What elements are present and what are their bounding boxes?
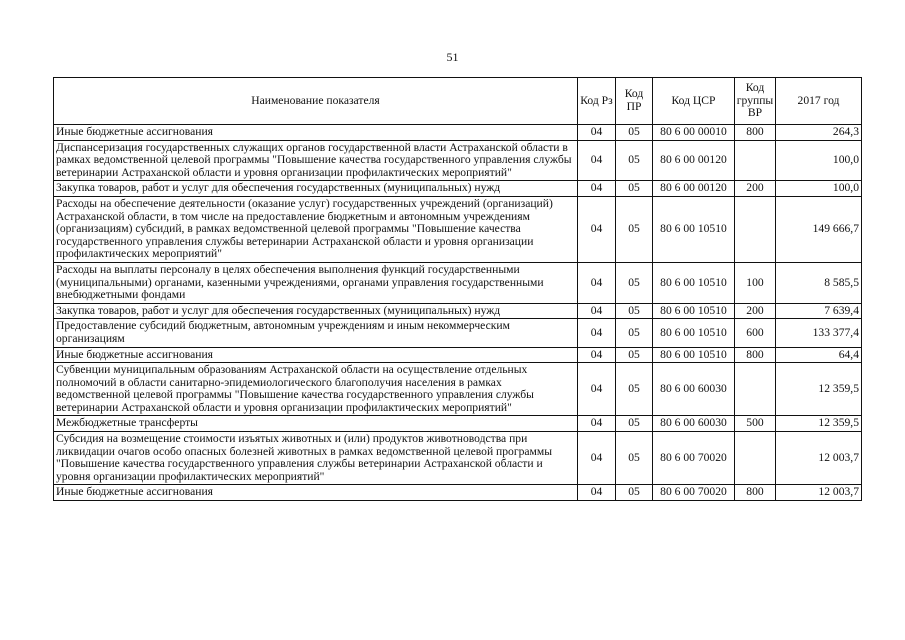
cell-pr: 05 (616, 416, 653, 432)
cell-vr (735, 363, 776, 416)
header-pr: Код ПР (616, 78, 653, 125)
cell-name: Субсидия на возмещение стоимости изъятых животных и (или) продуктов животноводства при ликвидации очагов особо опасных болезней животных в рамках ведомственной целевой программы "Повышение качества государственного управления службы ветеринарии Астраханской области и уровня организации профилактических мероприятий" (54, 432, 578, 485)
table-row (54, 485, 862, 501)
cell-csr: 80 6 00 60030 (653, 416, 735, 432)
cell-csr: 80 6 00 10510 (653, 319, 735, 347)
table-row (54, 125, 862, 141)
cell-sum: 12 359,5 (776, 363, 862, 416)
cell-rz: 04 (578, 416, 616, 432)
header-rz: Код Рз (578, 78, 616, 125)
cell-rz: 04 (578, 125, 616, 141)
cell-name: Иные бюджетные ассигнования (54, 485, 578, 501)
table-row (54, 262, 862, 303)
cell-pr: 05 (616, 303, 653, 319)
cell-name: Расходы на обеспечение деятельности (оказание услуг) государственных учреждений (организаций) Астраханской области, в том числе на предоставление бюджетным и автономным учреждениям (организациям) субсидий, в рамках ведомственной целевой программы "Повышение качества государственного управления службы ветеринарии Астраханской области и уровня организации профилактических мероприятий" (54, 196, 578, 262)
cell-sum: 133 377,4 (776, 319, 862, 347)
cell-pr: 05 (616, 347, 653, 363)
table-row (54, 303, 862, 319)
header-sum: 2017 год (776, 78, 862, 125)
cell-csr: 80 6 00 10510 (653, 196, 735, 262)
cell-pr: 05 (616, 319, 653, 347)
cell-name: Иные бюджетные ассигнования (54, 347, 578, 363)
cell-vr: 800 (735, 347, 776, 363)
budget-table (53, 77, 862, 501)
cell-rz: 04 (578, 196, 616, 262)
cell-csr: 80 6 00 10510 (653, 347, 735, 363)
cell-vr: 200 (735, 181, 776, 197)
cell-rz: 04 (578, 485, 616, 501)
cell-csr: 80 6 00 60030 (653, 363, 735, 416)
cell-name: Диспансеризация государственных служащих органов государственной власти Астраханской области в рамках ведомственной целевой программы "Повышение качества государственного управления службы ветеринарии Астраханской области и уровня организации профилактических мероприятий" (54, 140, 578, 181)
cell-csr: 80 6 00 10510 (653, 303, 735, 319)
cell-sum: 7 639,4 (776, 303, 862, 319)
header-name: Наименование показателя (54, 78, 578, 125)
cell-rz: 04 (578, 347, 616, 363)
table-row (54, 432, 862, 485)
cell-sum: 8 585,5 (776, 262, 862, 303)
cell-pr: 05 (616, 363, 653, 416)
table-row (54, 319, 862, 347)
header-vr: Код группы ВР (735, 78, 776, 125)
cell-vr (735, 432, 776, 485)
cell-csr: 80 6 00 70020 (653, 485, 735, 501)
cell-sum: 12 359,5 (776, 416, 862, 432)
cell-csr: 80 6 00 00120 (653, 140, 735, 181)
cell-csr: 80 6 00 10510 (653, 262, 735, 303)
cell-pr: 05 (616, 196, 653, 262)
table-row (54, 181, 862, 197)
cell-vr (735, 196, 776, 262)
cell-pr: 05 (616, 485, 653, 501)
cell-rz: 04 (578, 181, 616, 197)
cell-name: Субвенции муниципальным образованиям Астраханской области на осуществление отдельных полномочий в области санитарно-эпидемиологического благополучия населения в рамках ведомственной целевой программы "Повышение качества государственного управления службы ветеринарии Астраханской области и уровня организации профилактических мероприятий" (54, 363, 578, 416)
cell-rz: 04 (578, 432, 616, 485)
cell-sum: 64,4 (776, 347, 862, 363)
cell-name: Предоставление субсидий бюджетным, автономным учреждениям и иным некоммерческим организациям (54, 319, 578, 347)
cell-sum: 149 666,7 (776, 196, 862, 262)
cell-csr: 80 6 00 00010 (653, 125, 735, 141)
cell-name: Межбюджетные трансферты (54, 416, 578, 432)
cell-vr: 100 (735, 262, 776, 303)
table-row (54, 140, 862, 181)
cell-name: Иные бюджетные ассигнования (54, 125, 578, 141)
cell-rz: 04 (578, 319, 616, 347)
table-header (54, 78, 862, 125)
cell-rz: 04 (578, 140, 616, 181)
header-csr: Код ЦСР (653, 78, 735, 125)
cell-sum: 12 003,7 (776, 432, 862, 485)
cell-name: Закупка товаров, работ и услуг для обеспечения государственных (муниципальных) нужд (54, 303, 578, 319)
cell-pr: 05 (616, 432, 653, 485)
cell-vr: 800 (735, 485, 776, 501)
page-number: 51 (446, 50, 459, 64)
cell-pr: 05 (616, 262, 653, 303)
cell-csr: 80 6 00 00120 (653, 181, 735, 197)
cell-sum: 264,3 (776, 125, 862, 141)
table-row (54, 416, 862, 432)
cell-vr: 800 (735, 125, 776, 141)
cell-sum: 100,0 (776, 140, 862, 181)
cell-sum: 12 003,7 (776, 485, 862, 501)
table-body (54, 125, 862, 501)
cell-pr: 05 (616, 125, 653, 141)
cell-vr: 200 (735, 303, 776, 319)
cell-rz: 04 (578, 363, 616, 416)
cell-rz: 04 (578, 303, 616, 319)
cell-name: Закупка товаров, работ и услуг для обеспечения государственных (муниципальных) нужд (54, 181, 578, 197)
table-row (54, 196, 862, 262)
cell-vr (735, 140, 776, 181)
header-row (54, 78, 862, 125)
cell-name: Расходы на выплаты персоналу в целях обеспечения выполнения функций государственными (муниципальными) органами, казенными учреждениями, органами управления государственными внебюджетными фондами (54, 262, 578, 303)
table-row (54, 347, 862, 363)
cell-sum: 100,0 (776, 181, 862, 197)
cell-rz: 04 (578, 262, 616, 303)
cell-vr: 600 (735, 319, 776, 347)
cell-vr: 500 (735, 416, 776, 432)
cell-pr: 05 (616, 181, 653, 197)
table-row (54, 363, 862, 416)
cell-pr: 05 (616, 140, 653, 181)
cell-csr: 80 6 00 70020 (653, 432, 735, 485)
